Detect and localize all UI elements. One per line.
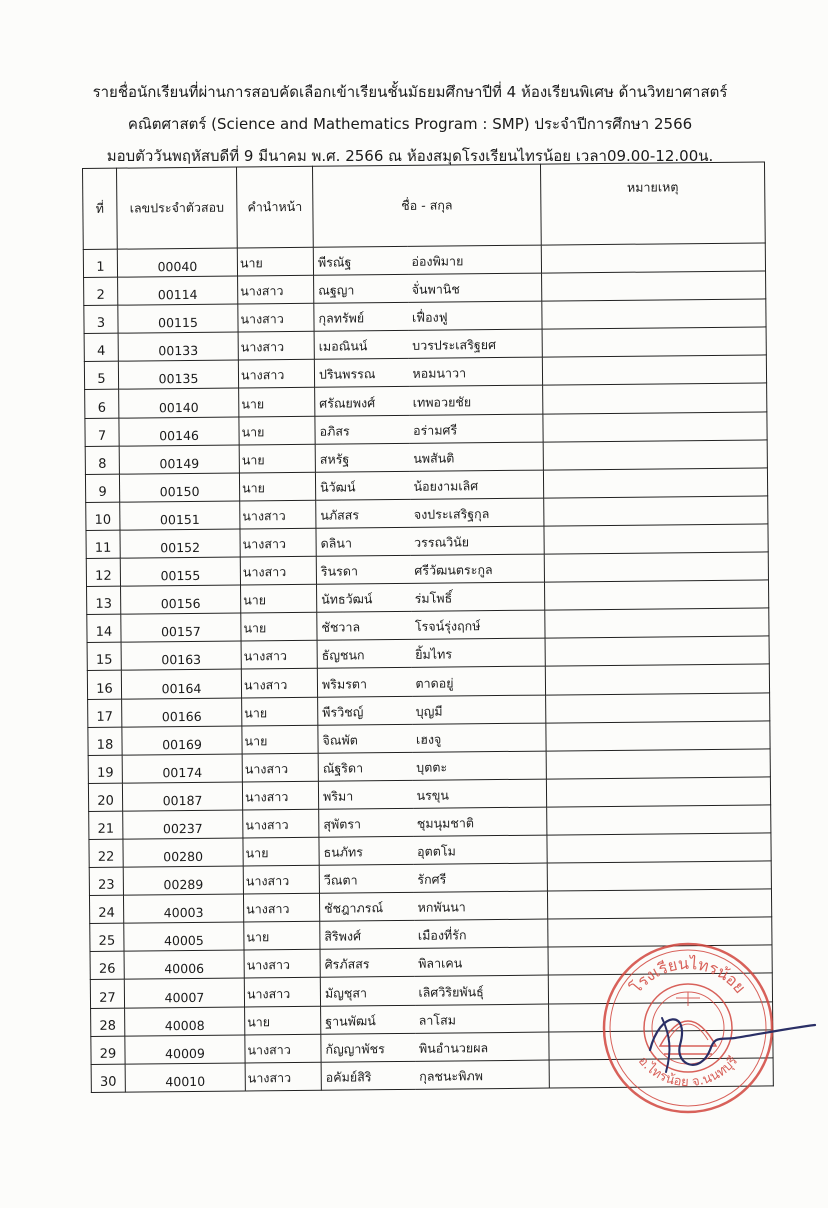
remark-cell bbox=[543, 383, 767, 413]
prefix-cell: นางสาว bbox=[238, 332, 314, 361]
stamp-top-text: โรงเรียนไทรน้อย bbox=[626, 953, 750, 997]
exam-code-cell: 40003 bbox=[123, 894, 243, 923]
prefix-cell: นาย bbox=[243, 837, 319, 866]
row-number-cell: 15 bbox=[87, 642, 121, 670]
remark-cell bbox=[545, 664, 769, 694]
row-number-cell: 2 bbox=[84, 277, 118, 305]
row-number-cell: 3 bbox=[84, 305, 118, 333]
exam-code-cell: 40010 bbox=[125, 1063, 245, 1092]
exam-code-cell: 00114 bbox=[118, 276, 238, 305]
first-name-cell: กุลทรัพย์ bbox=[314, 303, 408, 332]
first-name-cell: ปรินพรรณ bbox=[314, 359, 408, 388]
remark-cell bbox=[545, 608, 769, 638]
surname-cell: บุญมี bbox=[412, 695, 546, 724]
exam-code-cell: 00157 bbox=[121, 613, 241, 642]
prefix-cell: นาย bbox=[239, 444, 315, 473]
remark-cell bbox=[544, 580, 768, 610]
first-name-cell: อคัมย์สิริ bbox=[321, 1061, 415, 1090]
row-number-cell: 21 bbox=[89, 811, 123, 839]
exam-code-cell: 00152 bbox=[120, 529, 240, 558]
prefix-cell: นาย bbox=[239, 416, 315, 445]
surname-cell: ร่มโพธิ์ bbox=[411, 582, 545, 611]
row-number-cell: 30 bbox=[91, 1064, 125, 1092]
exam-code-cell: 00149 bbox=[119, 445, 239, 474]
surname-cell: วรรณวินัย bbox=[410, 526, 544, 555]
prefix-cell: นางสาว bbox=[243, 865, 319, 894]
exam-code-cell: 00135 bbox=[118, 360, 238, 389]
row-number-cell: 6 bbox=[85, 390, 119, 418]
row-number-cell: 23 bbox=[89, 867, 123, 895]
prefix-cell: นางสาว bbox=[244, 978, 320, 1007]
surname-cell: เทพอวยชัย bbox=[409, 386, 543, 415]
row-number-cell: 14 bbox=[87, 614, 121, 642]
exam-code-cell: 00133 bbox=[118, 332, 238, 361]
exam-code-cell: 00237 bbox=[123, 810, 243, 839]
surname-cell: ชุมนุมชาติ bbox=[413, 807, 547, 836]
prefix-cell: นางสาว bbox=[238, 360, 314, 389]
row-number-cell: 24 bbox=[89, 895, 123, 923]
surname-cell: หอมนาวา bbox=[408, 357, 542, 386]
surname-cell: กุลชนะพิภพ bbox=[415, 1060, 549, 1089]
first-name-cell: ชัชวาล bbox=[317, 612, 411, 641]
first-name-cell: เมอณินน์ bbox=[314, 331, 408, 360]
exam-code-cell: 00187 bbox=[122, 782, 242, 811]
row-number-cell: 16 bbox=[87, 671, 121, 699]
surname-cell: โรจน์รุ่งฤกษ์ bbox=[411, 610, 545, 639]
first-name-cell: นัทธวัฒน์ bbox=[317, 583, 411, 612]
surname-cell: อ่องพิมาย bbox=[407, 245, 541, 274]
surname-cell: บุตตะ bbox=[412, 751, 546, 780]
exam-code-cell: 00289 bbox=[123, 866, 243, 895]
prefix-cell: นางสาว bbox=[242, 781, 318, 810]
row-number-cell: 13 bbox=[87, 586, 121, 614]
row-number-cell: 25 bbox=[90, 923, 124, 951]
exam-code-cell: 00150 bbox=[119, 473, 239, 502]
first-name-cell: รินรดา bbox=[316, 555, 410, 584]
prefix-cell: นาย bbox=[239, 472, 315, 501]
row-number-cell: 11 bbox=[86, 530, 120, 558]
exam-code-cell: 00166 bbox=[122, 697, 242, 726]
exam-code-cell: 40007 bbox=[124, 978, 244, 1007]
exam-code-cell: 00169 bbox=[122, 726, 242, 755]
remark-cell bbox=[546, 749, 770, 779]
surname-cell: เลิศวิริยพันธุ์ bbox=[414, 975, 548, 1004]
first-name-cell: สหรัฐ bbox=[315, 443, 409, 472]
exam-code-cell: 00280 bbox=[123, 838, 243, 867]
prefix-cell: นาย bbox=[242, 697, 318, 726]
row-number-cell: 8 bbox=[85, 446, 119, 474]
stamp-bottom-text: อ.ไทรน้อย จ.นนทบุรี bbox=[634, 1053, 742, 1091]
prefix-cell: นางสาว bbox=[243, 809, 319, 838]
prefix-cell: นางสาว bbox=[241, 669, 317, 698]
prefix-cell: นางสาว bbox=[240, 528, 316, 557]
remark-cell bbox=[546, 721, 770, 751]
first-name-cell: ชัชฎาภรณ์ bbox=[319, 893, 413, 922]
first-name-cell: พริมรตา bbox=[317, 668, 411, 697]
first-name-cell: พริมา bbox=[318, 780, 412, 809]
prefix-cell: นาย bbox=[244, 922, 320, 951]
prefix-cell: นาย bbox=[239, 388, 315, 417]
exam-code-cell: 40008 bbox=[125, 1007, 245, 1036]
exam-code-cell: 00140 bbox=[119, 388, 239, 417]
surname-cell: บวรประเสริฐยศ bbox=[408, 329, 542, 358]
first-name-cell: นภัสสร bbox=[316, 499, 410, 528]
row-number-cell: 9 bbox=[85, 474, 119, 502]
document-title-line-2: คณิตศาสตร์ (Science and Mathematics Program : SMP) ประจำปีการศึกษา 2566 bbox=[127, 115, 693, 133]
remark-cell bbox=[544, 552, 768, 582]
first-name-cell: พีรณัฐ bbox=[313, 246, 407, 275]
column-header-prefix: คำนำหน้า bbox=[236, 166, 313, 248]
prefix-cell: นางสาว bbox=[243, 893, 319, 922]
row-number-cell: 4 bbox=[84, 333, 118, 361]
prefix-cell: นางสาว bbox=[238, 275, 314, 304]
first-name-cell: สุพัตรา bbox=[319, 808, 413, 837]
prefix-cell: นาย bbox=[241, 584, 317, 613]
surname-cell: ลาโสม bbox=[415, 1004, 549, 1033]
remark-cell bbox=[543, 411, 767, 441]
remark-cell bbox=[547, 861, 771, 891]
first-name-cell: ณัฐริดา bbox=[318, 752, 412, 781]
prefix-cell: นางสาว bbox=[238, 303, 314, 332]
row-number-cell: 26 bbox=[90, 951, 124, 979]
remark-cell bbox=[545, 636, 769, 666]
surname-cell: ตาดอยู่ bbox=[411, 666, 545, 695]
first-name-cell: กัญญาพัชร bbox=[321, 1033, 415, 1062]
surname-cell: น้อยงามเลิศ bbox=[409, 470, 543, 499]
surname-cell: ศรีวัฒนตระกูล bbox=[410, 554, 544, 583]
prefix-cell: นางสาว bbox=[240, 500, 316, 529]
row-number-cell: 19 bbox=[88, 755, 122, 783]
row-number-cell: 5 bbox=[84, 362, 118, 390]
surname-cell: เมืองที่รัก bbox=[414, 919, 548, 948]
prefix-cell: นาย bbox=[237, 247, 313, 276]
exam-code-cell: 40009 bbox=[125, 1035, 245, 1064]
exam-code-cell: 00163 bbox=[121, 641, 241, 670]
row-number-cell: 20 bbox=[88, 783, 122, 811]
remark-cell bbox=[542, 327, 766, 357]
first-name-cell: มัญชุสา bbox=[320, 977, 414, 1006]
row-number-cell: 27 bbox=[90, 980, 124, 1008]
signature-mark bbox=[640, 990, 820, 1090]
remark-cell bbox=[544, 524, 768, 554]
surname-cell: อร่ามศรี bbox=[409, 414, 543, 443]
remark-cell bbox=[544, 496, 768, 526]
column-header-name: ชื่อ - สกุล bbox=[312, 164, 541, 247]
exam-code-cell: 40005 bbox=[124, 922, 244, 951]
first-name-cell: นิวัฒน์ bbox=[315, 471, 409, 500]
surname-cell: นรขุน bbox=[412, 779, 546, 808]
prefix-cell: นาย bbox=[241, 612, 317, 641]
surname-cell: เฟื่องฟู bbox=[408, 301, 542, 330]
remark-cell bbox=[546, 777, 770, 807]
remark-cell bbox=[541, 243, 765, 273]
row-number-cell: 1 bbox=[83, 249, 117, 277]
prefix-cell: นางสาว bbox=[242, 753, 318, 782]
remark-cell bbox=[546, 692, 770, 722]
document-title-line-1: รายชื่อนักเรียนที่ผ่านการสอบคัดเลือกเข้าเรียนชั้นมัธยมศึกษาปีที่ 4 ห้องเรียนพิเศษ ด้านวิทยาศาสตร์ bbox=[92, 83, 728, 101]
document-title-line-3: มอบตัววันพฤหัสบดีที่ 9 มีนาคม พ.ศ. 2566 ณ ห้องสมุดโรงเรียนไทรน้อย เวลา09.00-12.00น. bbox=[106, 147, 714, 165]
first-name-cell: ธนภัทร bbox=[319, 836, 413, 865]
column-header-exam-code: เลขประจำตัวสอบ bbox=[117, 167, 238, 249]
remark-cell bbox=[547, 805, 771, 835]
exam-code-cell: 40006 bbox=[124, 950, 244, 979]
row-number-cell: 28 bbox=[91, 1008, 125, 1036]
prefix-cell: นาย bbox=[242, 725, 318, 754]
first-name-cell: จิณพัต bbox=[318, 724, 412, 753]
column-header-no: ที่ bbox=[83, 168, 118, 249]
first-name-cell: ศรัณยพงศ์ bbox=[315, 387, 409, 416]
remark-cell bbox=[543, 468, 767, 498]
remark-cell bbox=[547, 833, 771, 863]
row-number-cell: 29 bbox=[91, 1036, 125, 1064]
surname-cell: หกพันนา bbox=[413, 891, 547, 920]
prefix-cell: นาย bbox=[245, 1006, 321, 1035]
first-name-cell: ดลินา bbox=[316, 527, 410, 556]
prefix-cell: นางสาว bbox=[245, 1062, 321, 1091]
exam-code-cell: 00115 bbox=[118, 304, 238, 333]
surname-cell: อุตตโม bbox=[413, 835, 547, 864]
exam-code-cell: 00155 bbox=[120, 557, 240, 586]
first-name-cell: ธัญชนก bbox=[317, 640, 411, 669]
surname-cell: พิลาเคน bbox=[414, 947, 548, 976]
exam-code-cell: 00156 bbox=[121, 585, 241, 614]
column-header-remark: หมายเหตุ bbox=[540, 162, 765, 245]
remark-cell bbox=[543, 440, 767, 470]
first-name-cell: ณฐญา bbox=[314, 274, 408, 303]
first-name-cell: อภิสร bbox=[315, 415, 409, 444]
prefix-cell: นางสาว bbox=[241, 641, 317, 670]
exam-code-cell: 00164 bbox=[121, 669, 241, 698]
first-name-cell: วีณตา bbox=[319, 864, 413, 893]
first-name-cell: พีรวิชญ์ bbox=[318, 696, 412, 725]
remark-cell bbox=[542, 271, 766, 301]
surname-cell: นพสันติ bbox=[409, 442, 543, 471]
row-number-cell: 12 bbox=[86, 558, 120, 586]
exam-code-cell: 00146 bbox=[119, 417, 239, 446]
first-name-cell: ฐานพัฒน์ bbox=[321, 1005, 415, 1034]
first-name-cell: ศิรภัสสร bbox=[320, 949, 414, 978]
exam-code-cell: 00151 bbox=[120, 501, 240, 530]
remark-cell bbox=[542, 299, 766, 329]
row-number-cell: 7 bbox=[85, 418, 119, 446]
row-number-cell: 18 bbox=[88, 727, 122, 755]
surname-cell: เฮงจู bbox=[412, 723, 546, 752]
exam-code-cell: 00040 bbox=[117, 248, 237, 277]
row-number-cell: 22 bbox=[89, 839, 123, 867]
prefix-cell: นางสาว bbox=[240, 556, 316, 585]
table-header-row bbox=[83, 162, 766, 250]
surname-cell: พินอำนวยผล bbox=[415, 1032, 549, 1061]
surname-cell: ยิ้มไทร bbox=[411, 638, 545, 667]
remark-cell bbox=[542, 355, 766, 385]
first-name-cell: สิริพงศ์ bbox=[320, 921, 414, 950]
row-number-cell: 10 bbox=[86, 502, 120, 530]
remark-cell bbox=[547, 889, 771, 919]
surname-cell: รักศรี bbox=[413, 863, 547, 892]
surname-cell: จงประเสริฐกุล bbox=[410, 498, 544, 527]
prefix-cell: นางสาว bbox=[244, 950, 320, 979]
surname-cell: จั่นพานิช bbox=[408, 273, 542, 302]
prefix-cell: นางสาว bbox=[245, 1034, 321, 1063]
row-number-cell: 17 bbox=[88, 699, 122, 727]
exam-code-cell: 00174 bbox=[122, 754, 242, 783]
